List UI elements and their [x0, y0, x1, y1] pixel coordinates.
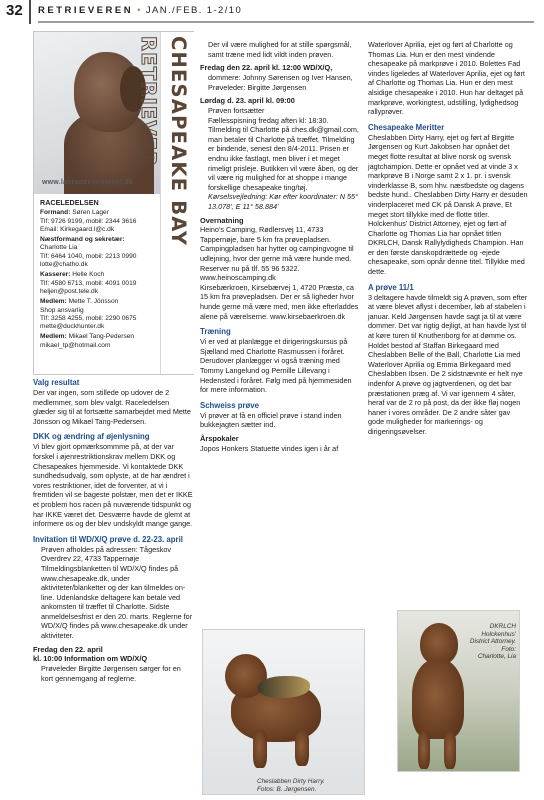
- section-text: Cheslabben Dirty Harry, ejet og ført af Birgitte Jørgensen og Kurt Jakobsen har opnået det meget flotte resultat at blive norsk og svensk jagtchampion. Dette er opnået ved at vinde 3 x markprøve B i Norge samt 2 x 1. pr. i svensk vinderklasse B, som hhv. næstbedste og dagens bedste hund.. Cheslabben Dirty Harry er desuden vinderplaceret med CK på Dansk A prøve, Et meget stort tillykke med de flotte titler.: [368, 132, 528, 219]
- breed-info-box: [33, 31, 194, 375]
- section-text: Heino's Camping, Rødlersvej 11, 4733 Tappernøje, bare 5 km fra prøvepladsen. Campingpladsen har hytter og campingvogne til udlejning, hvor der gerne må være hunde med. Reserver nu på tlf. 55 96 5322. www.heinoscamping.dk: [200, 225, 354, 283]
- contact-name: Charlotte Lia: [40, 244, 78, 252]
- vertical-title-band: [137, 32, 194, 374]
- section-text: Vi prøver at få en officiel prøve i stand inden bukkejagten sætter ind.: [200, 410, 342, 430]
- section-heading: Invitation til WD/X/Q prøve d. 22-23. april: [33, 534, 183, 544]
- section-text: Waterlover Aprilia, ejet og ført af Charlotte og Thomas Lia. Hun er den mest vindende chesapeake på markprøve i 2010. Bolettes Fad vindes ligeledes af Waterlover Aprilia, ejet og ført af Charlotte og Thomas Lia. Hun er den mest alsidige chesapeake i 2010. Hun har deltaget på markprøve, workingtest, udstilling, lydighedsog rallyprøver.: [368, 40, 525, 117]
- section-text: 3 deltagere havde tilmeldt sig A prøven, som efter at være blevet aflyst i december, løb af stabelen i januar. Keld Jørgensen havde sagt ja til at være dommer. Det var rigtig dejligt, at han havde lyst til at køre turen til Knuthenborg for at dømme os. Holdet bestod af Staffan Birkegaard med Cheslabben Belle of the Ball, Charlotte Lia med Waterlover Aprilia og Emma Birkegaard med Cheslabben Ibsen. De 2 sidstnævnte er helt nye indenfor A prøve og jagtverdenen, og det bar præstationen præg af. Vi var igennem 4 såter, heraf var de 2 ro på post, da der ikke fløj nogen haner i vores områder. De 2 andre såter gav gode muligheder for markerings- og dirigeringsøvelser.: [368, 292, 528, 436]
- section-subheading: Fredag den 22. april: [33, 644, 103, 654]
- pheasant-shape: [258, 676, 310, 698]
- section-text: Jopos Honkers Statuette vindes igen i år af: [200, 443, 339, 453]
- page-number: 32: [6, 2, 23, 19]
- contact-role: Formand:: [40, 209, 71, 217]
- contact-role: Kasserer:: [40, 271, 71, 279]
- contact-line: Tlf: 4580 6713, mobil: 4091 0019: [40, 279, 137, 287]
- contact-email[interactable]: mette@duckhunter.dk: [40, 323, 105, 331]
- section-text: Prøven fortsætter: [208, 105, 265, 115]
- section-heading: A prøve 11/1: [368, 282, 414, 292]
- dog-leg-shape: [295, 730, 309, 766]
- contacts-list: [40, 199, 160, 352]
- caption-line: Foto:: [501, 645, 516, 653]
- section-subheading: Overnatning: [200, 215, 244, 225]
- section-text: dommere: Johnny Sørensen og Iver Hansen, Prøveleder: Birgitte Jørgensen: [208, 72, 353, 92]
- section-text: Prøveleder Birgitte Jørgensen sørger for en kort gennemgang af reglerne.: [41, 664, 181, 683]
- dog-body-shape: [412, 659, 464, 739]
- contact-email[interactable]: heljen@post.tele.dk: [40, 287, 99, 295]
- section-text: Vi er ved at planlægge et dirigeringskursus på Sjælland med Charlotte Rasmussen i foråret. Derudover planlægger vi også træning med Tommy Langelund og Pernille Lillevang i Hedensted i foråret. Følg med på hjemmesiden for mere information.: [200, 337, 352, 395]
- column-2: [200, 40, 360, 453]
- caption-line: Charlotte, Lia: [477, 653, 516, 661]
- vertical-title-outline: RETRIEVER: [137, 36, 160, 168]
- column-1: [33, 378, 193, 683]
- page-header: [0, 0, 544, 22]
- section-text: Vi blev gjort opmærksommme på, at der var forskel i øjenrestriktionskrav mellem DKK og Chesapeakes hjemmeside. Vi kontaktede DKK sundhedsudvalg, som oplyste, at de har ændret i vores restriktioner, idet de forventer, at vi i fremtiden vil se bageste polstær, men det er IKKE et problem hos racen på nuværende tidspunkt og har IKKE været det. Desværre havde de glemt at informere os og der blev undskyldt mange gange.: [33, 442, 193, 529]
- contact-role: Medlem:: [40, 333, 67, 341]
- contact-block: [40, 271, 160, 296]
- section-text: Holckenhus' District Attorney, ejet og ført af Charlotte og Thomas Lia har opnået titlen DKRLCH, Dansk Rallylydigheds Champion. Han er den første danskopdrættede og -ejede chesapeake, som opnår denne titel. Tillykke med dette.: [368, 219, 525, 277]
- section-heading: DKK og ændring af øjenlysning: [33, 432, 150, 442]
- caption-line: Cheslabben Dirty Harry.: [257, 778, 325, 785]
- contact-block: [40, 298, 160, 331]
- contact-email[interactable]: mikael_tp@hotmail.com: [40, 341, 111, 349]
- header-rule: [38, 21, 534, 23]
- section-subheading: kl. 10:00 Information om WD/X/Q: [33, 654, 148, 664]
- section-subheading: Fredag den 22. april kl. 12:00 WD/X/Q,: [200, 63, 333, 73]
- contact-line: Tlf: 3258 4255, mobil: 2290 0675: [40, 314, 137, 322]
- contact-name: Helle Koch: [72, 271, 105, 279]
- contact-name: Mikael Tang-Pedersen: [68, 333, 135, 341]
- vertical-title: [137, 36, 193, 370]
- section-text: Der vil være mulighed for at stille spørgsmål, samt træne med lidt vildt inden prøven.: [208, 40, 352, 59]
- contact-role: Næstformand og sekretær:: [40, 236, 125, 244]
- dog-leg-shape: [444, 731, 456, 769]
- contact-name: Søren Lager: [72, 209, 109, 217]
- contact-role: Medlem:: [40, 298, 67, 306]
- section-text: Kørselsvejledning: Kør efter koordinater: N 55° 13.078', E 11° 58.884': [208, 192, 358, 211]
- header-separator: •: [137, 5, 142, 16]
- caption-line: Holckenhus': [481, 630, 516, 638]
- section-text: Der var ingen, som stillede op udover de 2 medlemmer, som blev valgt. Raceledelsen glæder sig til at fortsætte samarbejdet med Mette Jönsson og Mikael Tang-Pedersen.: [33, 388, 191, 426]
- caption-line: DKRLCH: [489, 623, 516, 630]
- contact-name: Mette T. Jönsson: [68, 298, 119, 306]
- contact-line: Tlf: 9726 9199, mobil: 2344 3616: [40, 217, 137, 225]
- caption-line: Fotos: B. Jørgensen.: [257, 785, 317, 793]
- header-title: [38, 5, 242, 16]
- contact-line: Tlf: 6464 1040, mobil: 2213 0990: [40, 252, 137, 260]
- section-subheading: Årspokaler: [200, 433, 239, 443]
- contact-block: [40, 209, 160, 234]
- photo-caption: [468, 623, 516, 661]
- issue-label: JAN./FEB. 1-2/10: [145, 5, 243, 16]
- caption-line: District Attorney.: [469, 638, 516, 646]
- photo-dirty-harry: [202, 629, 365, 795]
- contact-block: [40, 333, 160, 350]
- contacts-heading: RACELEDELSEN: [40, 198, 99, 207]
- section-text: Prøven afholdes på adressen: Tågeskov Overdrev 22, 4733 Tappernøje Tilmeldingsblanketten til WD/X/Q findes på www.chesapeake.dk, under aktiviteter/blanketter og der kan tilmeldes on-line. Udenlandske deltagere kan betale ved ankomsten til træffet til Charlotte. Sidste anmeldelsesfrist er den 20. marts. Reglerne for WD/X/Q findes på www.chesapeake.dk under aktiviteter.: [41, 544, 193, 641]
- magazine-name: RETRIEVEREN: [38, 5, 134, 16]
- section-text: Fællesspisning fredag aften kl: 18:30. Tilmelding til Charlotte på ches.dk@gmail.com, man betaler til Charlotte på træffet. Tilmelding er bindende, senest den 8/4-2011. Prisen er endnu ikke fastlagt, men bliver i et meget rimeligt prisleje. Butikken vil være åben, og der vil være rig mulighed for at shoppe i mange forskellige chesapeake ting/tøj.: [208, 115, 359, 192]
- vertical-title-solid: CHESAPEAKE BAY: [167, 36, 190, 247]
- column-3: [368, 40, 528, 437]
- website-label: www.labrador-retriever.dk: [42, 179, 134, 186]
- section-subheading: Lørdag d. 23. april kl. 09:00: [200, 96, 295, 106]
- contact-email[interactable]: lotte@chatho.dk: [40, 261, 88, 269]
- dog-leg-shape: [418, 731, 430, 769]
- photo-district-attorney: [397, 610, 520, 772]
- section-heading: Valg resultat: [33, 378, 80, 387]
- contact-email[interactable]: Email: Kirkegaard.l@c.dk: [40, 225, 115, 233]
- header-divider: [29, 0, 31, 24]
- section-heading: Chesapeake Meritter: [368, 122, 445, 132]
- section-heading: Træning: [200, 327, 231, 337]
- contact-block: [40, 236, 160, 269]
- contact-line: Shop ansvarlig: [40, 306, 84, 314]
- section-text: Kirsebærkroen, Kirsebærvej 1, 4720 Præstø, ca 15 km fra prøvepladsen. Der er så ligheder hvor hunde gerne må være med, men ikke efterladdes alene på værelserne. www.kirsebaerkroen.dk: [200, 282, 359, 321]
- photo-caption: [257, 778, 325, 793]
- dog-leg-shape: [253, 730, 267, 768]
- section-heading: Schweiss prøve: [200, 400, 259, 410]
